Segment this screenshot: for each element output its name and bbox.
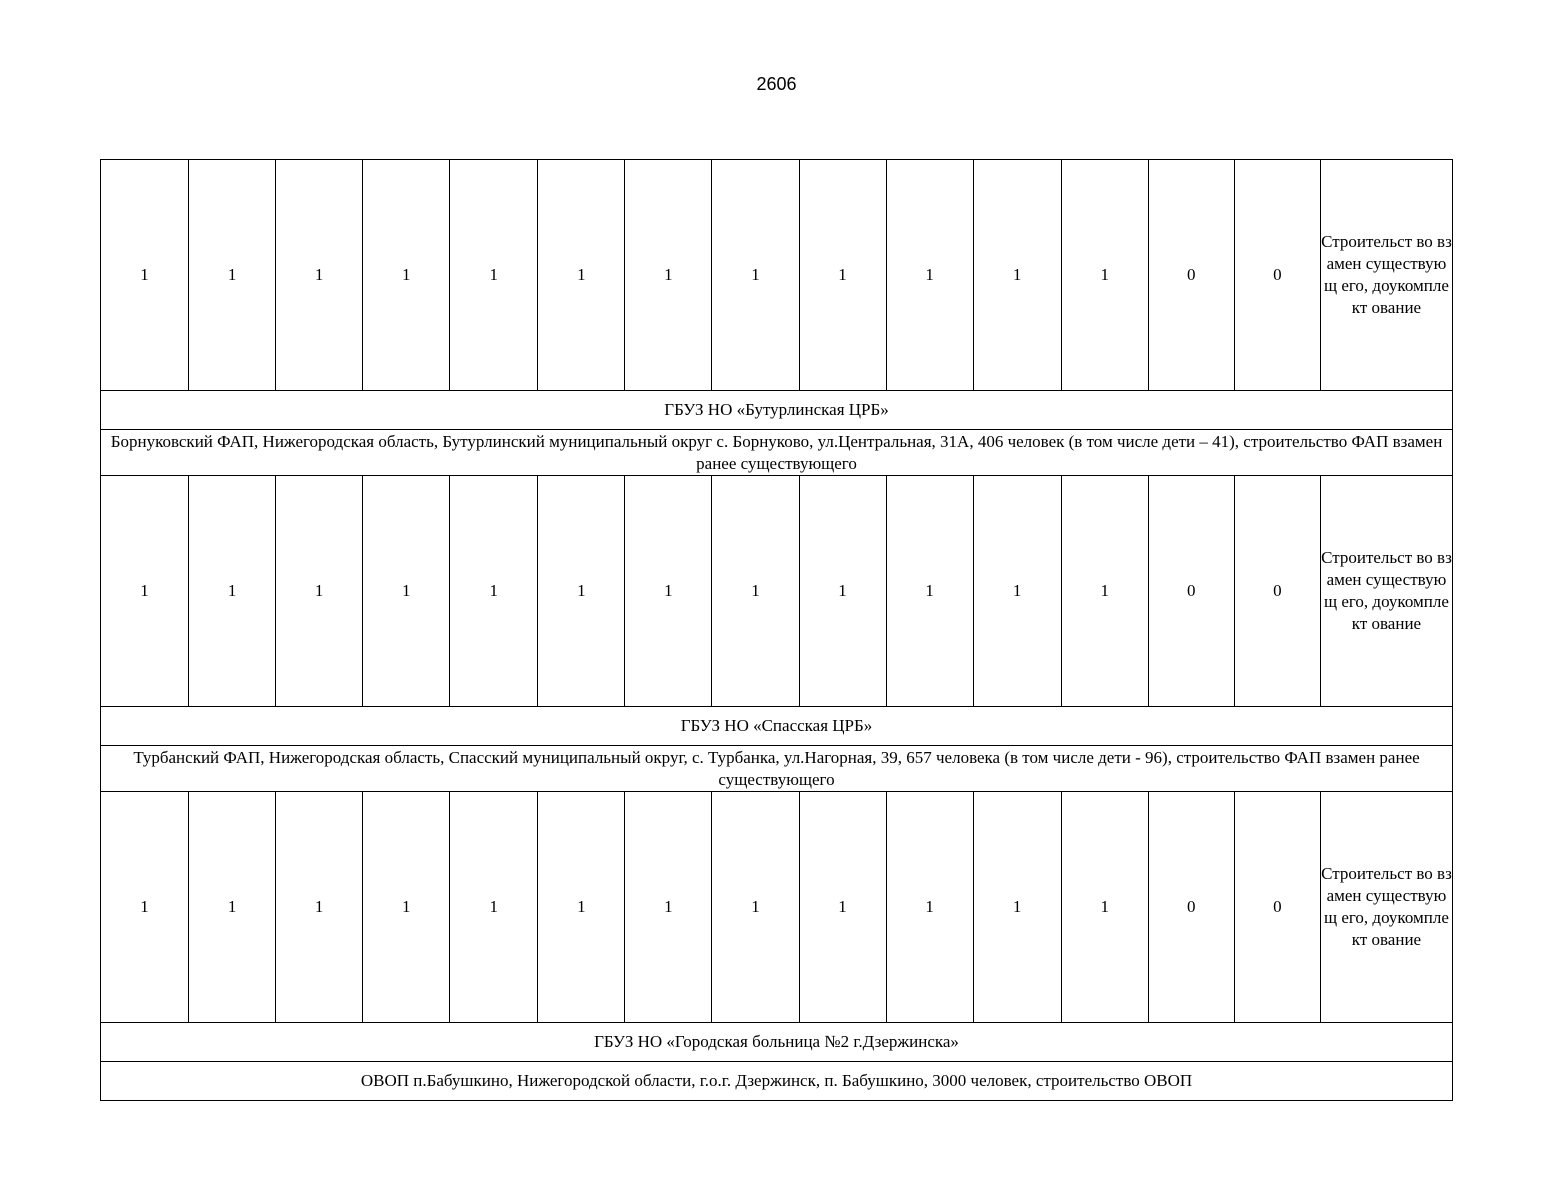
indicator-cell: 1 — [363, 160, 450, 391]
indicator-cell: 1 — [276, 792, 363, 1023]
indicator-cell: 1 — [189, 476, 276, 707]
facility-description: Турбанский ФАП, Нижегородская область, Спасский муниципальный округ, с. Турбанка, ул.Нагорная, 39, 657 человека (в том числе дети - 96), строительство ФАП взамен ранее существующего — [101, 746, 1453, 792]
indicator-cell: 1 — [450, 792, 538, 1023]
facility-description-row — [101, 1062, 1453, 1101]
institution-name: ГБУЗ НО «Спасская ЦРБ» — [101, 707, 1453, 746]
indicator-cell: 1 — [538, 476, 625, 707]
indicator-cell: 1 — [189, 792, 276, 1023]
indicator-cell: 1 — [276, 476, 363, 707]
indicator-cell: 1 — [712, 476, 799, 707]
indicator-cell: 1 — [799, 160, 886, 391]
institution-header-row — [101, 707, 1453, 746]
indicator-cell: 1 — [799, 476, 886, 707]
institution-header-row — [101, 391, 1453, 430]
indicator-cell: 1 — [625, 160, 712, 391]
facility-description: Борнуковский ФАП, Нижегородская область, Бутурлинский муниципальный округ с. Борнуково, ул.Центральная, 31А, 406 человек (в том числе дети – 41), строительство ФАП взамен ранее существующего — [101, 430, 1453, 476]
indicator-cell: 1 — [101, 160, 189, 391]
indicator-cell: 1 — [276, 160, 363, 391]
indicator-cell: 1 — [1061, 792, 1148, 1023]
indicator-cell: 1 — [1061, 476, 1148, 707]
note-cell: Строительст во взамен существующ его, доукомплект ование — [1320, 476, 1452, 707]
indicator-row — [101, 476, 1453, 707]
indicator-cell: 0 — [1148, 792, 1234, 1023]
indicator-cell: 1 — [886, 476, 973, 707]
indicator-row — [101, 792, 1453, 1023]
page-number: 2606 — [756, 74, 797, 94]
indicator-cell: 0 — [1234, 792, 1320, 1023]
indicator-cell: 1 — [363, 476, 450, 707]
indicator-cell: 1 — [886, 160, 973, 391]
institution-name: ГБУЗ НО «Бутурлинская ЦРБ» — [101, 391, 1453, 430]
indicator-cell: 0 — [1148, 476, 1234, 707]
indicator-cell: 0 — [1234, 160, 1320, 391]
institution-header-row — [101, 1023, 1453, 1062]
facility-description: ОВОП п.Бабушкино, Нижегородской области, г.о.г. Дзержинск, п. Бабушкино, 3000 человек, строительство ОВОП — [101, 1062, 1453, 1101]
indicator-cell: 0 — [1234, 476, 1320, 707]
note-cell: Строительст во взамен существующ его, доукомплект ование — [1320, 792, 1452, 1023]
indicator-cell: 0 — [1148, 160, 1234, 391]
indicator-cell: 1 — [973, 792, 1061, 1023]
indicator-cell: 1 — [538, 160, 625, 391]
indicator-cell: 1 — [886, 792, 973, 1023]
indicator-cell: 1 — [973, 160, 1061, 391]
indicator-cell: 1 — [189, 160, 276, 391]
indicator-cell: 1 — [450, 476, 538, 707]
facility-description-row — [101, 430, 1453, 476]
indicator-cell: 1 — [101, 476, 189, 707]
indicator-cell: 1 — [450, 160, 538, 391]
indicator-cell: 1 — [799, 792, 886, 1023]
indicator-cell: 1 — [101, 792, 189, 1023]
indicator-row — [101, 160, 1453, 391]
indicator-cell: 1 — [625, 792, 712, 1023]
institution-name: ГБУЗ НО «Городская больница №2 г.Дзержинска» — [101, 1023, 1453, 1062]
indicator-cell: 1 — [712, 160, 799, 391]
indicator-cell: 1 — [538, 792, 625, 1023]
indicator-cell: 1 — [1061, 160, 1148, 391]
indicator-cell: 1 — [973, 476, 1061, 707]
facility-description-row — [101, 746, 1453, 792]
note-cell: Строительст во взамен существующ его, доукомплект ование — [1320, 160, 1452, 391]
facilities-table — [100, 159, 1453, 1101]
indicator-cell: 1 — [363, 792, 450, 1023]
indicator-cell: 1 — [625, 476, 712, 707]
indicator-cell: 1 — [712, 792, 799, 1023]
